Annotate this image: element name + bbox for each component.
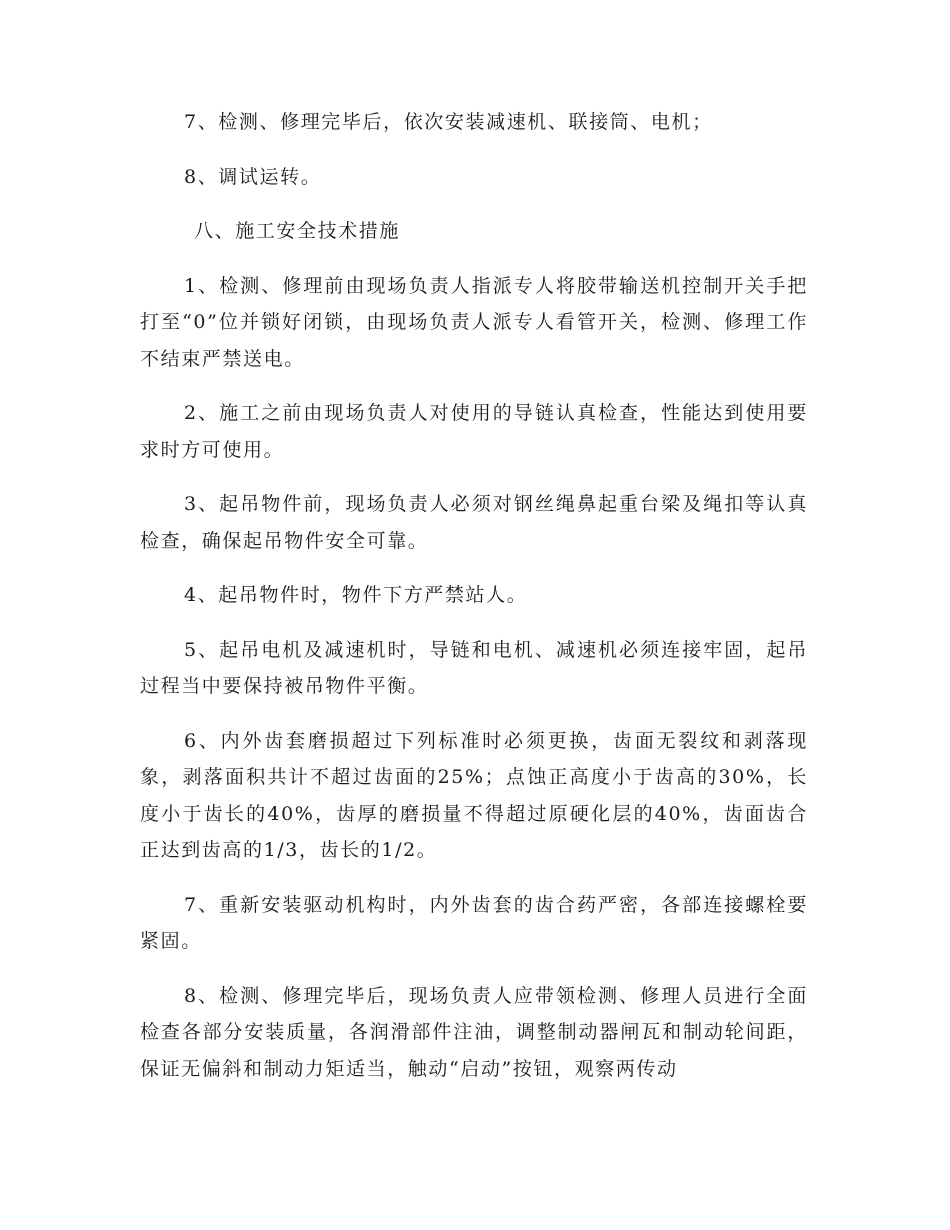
safety-item-8: 8、检测、修理完毕后，现场负责人应带领检测、修理人员进行全面检查各部分安装质量，各润滑部件注油，调整制动器闸瓦和制动轮间距，保证无偏斜和制动力矩适当，触动“启动”按钮，观察两传动 xyxy=(140,984,808,1080)
safety-item-6: 6、内外齿套磨损超过下列标准时必须更换，齿面无裂纹和剥落现象，剥落面积共计不超过齿面的25%；点蚀正高度小于齿高的30%，长度小于齿长的40%，齿厚的磨损量不得超过原硬化层的40%，齿面齿合正达到齿高的1/3，齿长的1/2。 xyxy=(140,729,808,861)
step-8-paragraph: 8、调试运转。 xyxy=(184,165,322,188)
safety-item-1: 1、检测、修理前由现场负责人指派专人将胶带输送机控制开关手把打至“0”位并锁好闭锁，由现场负责人派专人看管开关，检测、修理工作不结束严禁送电。 xyxy=(140,274,808,370)
safety-item-7: 7、重新安装驱动机构时，内外齿套的齿合药严密，各部连接螺栓要紧固。 xyxy=(140,893,808,952)
step-7-paragraph: 7、检测、修理完毕后，依次安装减速机、联接筒、电机； xyxy=(184,111,713,133)
safety-item-3: 3、起吊物件前，现场负责人必须对钢丝绳鼻起重台梁及绳扣等认真检查，确保起吊物件安全可靠。 xyxy=(140,493,808,552)
safety-item-2: 2、施工之前由现场负责人对使用的导链认真检查，性能达到使用要求时方可使用。 xyxy=(140,402,808,461)
section-heading: 八、施工安全技术措施 xyxy=(194,220,401,242)
document-body xyxy=(140,104,808,1087)
safety-item-5: 5、起吊电机及减速机时，导链和电机、减速机必须连接牢固，起吊过程当中要保持被吊物件平衡。 xyxy=(140,638,808,697)
safety-item-4: 4、起吊物件时，物件下方严禁站人。 xyxy=(184,584,528,606)
